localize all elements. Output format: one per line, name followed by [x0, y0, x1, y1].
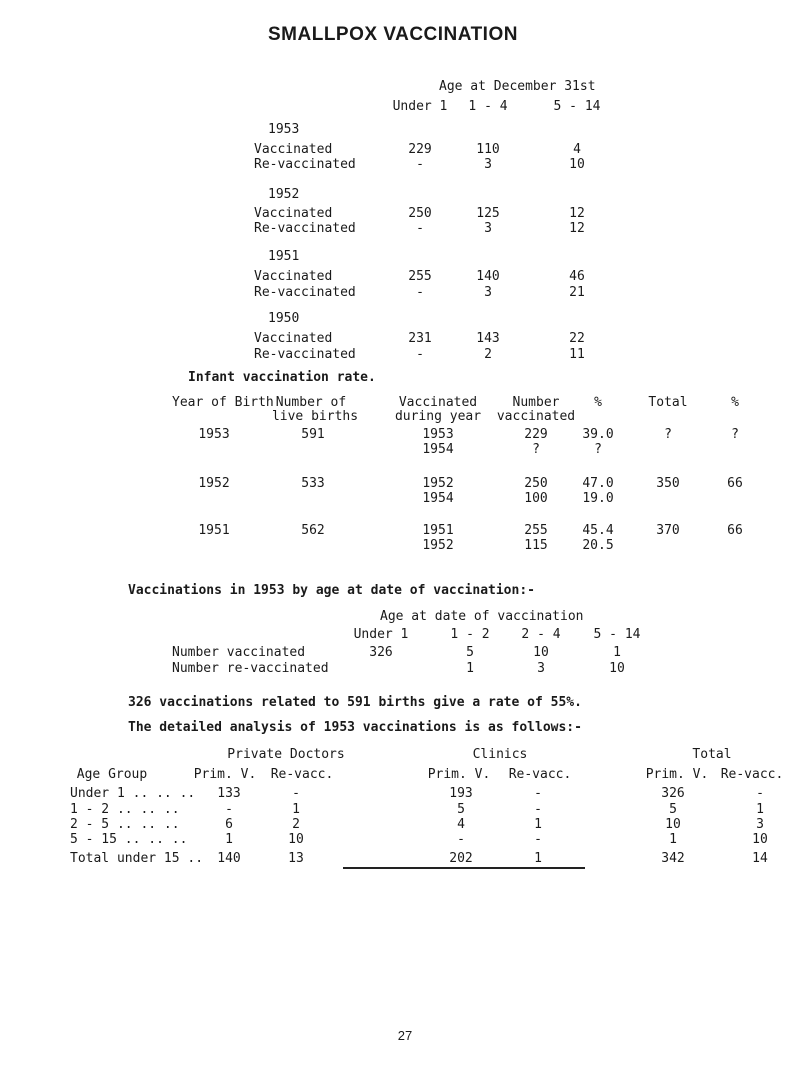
total-row-label: Total under 15 ..	[70, 851, 204, 866]
row-label: 1 - 2 .. .. ..	[70, 802, 180, 817]
header-total: Total	[648, 395, 688, 410]
year-label: 1952	[268, 187, 300, 202]
cell: 1	[225, 832, 233, 847]
row-label: Re-vaccinated	[254, 157, 356, 172]
cell: 1	[534, 817, 542, 832]
percent: 19.0	[582, 491, 614, 506]
cell: 255	[408, 269, 432, 284]
col-header: 1 - 2	[450, 627, 490, 642]
header-vaccinated-2: vaccinated	[496, 409, 576, 424]
header-number: Number	[512, 395, 560, 410]
birth-year: 1953	[198, 427, 230, 442]
total: 350	[656, 476, 680, 491]
cell: 21	[569, 285, 585, 300]
cell: 6	[225, 817, 233, 832]
group-header-clinics: Clinics	[472, 747, 528, 762]
number-vaccinated: ?	[532, 442, 540, 457]
header-total-percent: %	[731, 395, 739, 410]
percent: 47.0	[582, 476, 614, 491]
cell: 3	[484, 221, 492, 236]
number-vaccinated: 100	[524, 491, 548, 506]
sub-header: Prim. V.	[193, 767, 257, 782]
row-label: Re-vaccinated	[254, 285, 356, 300]
sub-header: Re-vacc.	[720, 767, 784, 782]
cell: 10	[288, 832, 304, 847]
header-year-of-birth: Year of Birth	[172, 395, 274, 410]
cell: 11	[569, 347, 585, 362]
header-during-year: during year	[394, 409, 482, 424]
row-label: 2 - 5 .. .. ..	[70, 817, 180, 832]
row-label: Number re-vaccinated	[172, 661, 329, 676]
col-header-1-4: 1 - 4	[468, 99, 508, 114]
cell: 140	[476, 269, 500, 284]
cell: 250	[408, 206, 432, 221]
birth-year: 1952	[198, 476, 230, 491]
cell: -	[292, 786, 300, 801]
cell: 1	[669, 832, 677, 847]
cell: 3	[756, 817, 764, 832]
cell: -	[416, 285, 424, 300]
age-at-vaccination-heading: Vaccinations in 1953 by age at date of vaccination:-	[128, 583, 535, 598]
cell: -	[416, 221, 424, 236]
cell: 231	[408, 331, 432, 346]
number-vaccinated: 229	[524, 427, 548, 442]
sub-header: Re-vacc.	[508, 767, 572, 782]
cell: -	[457, 832, 465, 847]
cell: 2	[484, 347, 492, 362]
cell: -	[534, 802, 542, 817]
cell: 10	[665, 817, 681, 832]
cell: 125	[476, 206, 500, 221]
cell: 133	[217, 786, 241, 801]
age-december-header: Age at December 31st	[439, 79, 596, 94]
year-label: 1951	[268, 249, 300, 264]
header-vaccinated: Vaccinated	[398, 395, 478, 410]
age-at-date-header: Age at date of vaccination	[380, 609, 584, 624]
cell: 326	[369, 645, 393, 660]
cell: -	[225, 802, 233, 817]
cell: 202	[449, 851, 473, 866]
cell: 193	[449, 786, 473, 801]
total-percent: 66	[727, 523, 743, 538]
rate-statement: 326 vaccinations related to 591 births give a rate of 55%.	[128, 695, 582, 710]
total: 370	[656, 523, 680, 538]
during-year: 1951	[422, 523, 454, 538]
live-births: 533	[301, 476, 325, 491]
cell: 140	[217, 851, 241, 866]
birth-year: 1951	[198, 523, 230, 538]
sub-header: Prim. V.	[645, 767, 709, 782]
cell: 110	[476, 142, 500, 157]
number-vaccinated: 115	[524, 538, 548, 553]
number-vaccinated: 255	[524, 523, 548, 538]
col-header: 5 - 14	[593, 627, 641, 642]
cell: -	[416, 347, 424, 362]
percent: 20.5	[582, 538, 614, 553]
cell: 2	[292, 817, 300, 832]
during-year: 1954	[422, 442, 454, 457]
cell: 4	[457, 817, 465, 832]
cell: 3	[537, 661, 545, 676]
cell: 12	[569, 206, 585, 221]
percent: ?	[594, 442, 602, 457]
live-births: 591	[301, 427, 325, 442]
group-header-total: Total	[692, 747, 732, 762]
cell: -	[416, 157, 424, 172]
infant-rate-heading: Infant vaccination rate.	[188, 370, 376, 385]
cell: 229	[408, 142, 432, 157]
cell: 10	[609, 661, 625, 676]
group-header-private-doctors: Private Doctors	[227, 747, 345, 762]
header-live-births: live births	[271, 409, 359, 424]
cell: 1	[756, 802, 764, 817]
page-number: 27	[397, 1028, 413, 1043]
cell: 13	[288, 851, 304, 866]
row-label: Number vaccinated	[172, 645, 306, 660]
cell: -	[534, 832, 542, 847]
cell: 22	[569, 331, 585, 346]
percent: 45.4	[582, 523, 614, 538]
cell: 5	[669, 802, 677, 817]
row-label: Under 1 .. .. ..	[70, 786, 196, 801]
cell: 1	[292, 802, 300, 817]
cell: 5	[466, 645, 474, 660]
row-label: Vaccinated	[254, 206, 333, 221]
during-year: 1953	[422, 427, 454, 442]
col-header: Under 1	[353, 627, 409, 642]
analysis-intro: The detailed analysis of 1953 vaccinations is as follows:-	[128, 720, 582, 735]
cell: 1	[613, 645, 621, 660]
sub-header: Re-vacc.	[270, 767, 334, 782]
section-divider	[343, 867, 585, 869]
row-label: 5 - 15 .. .. ..	[70, 832, 188, 847]
page-title: SMALLPOX VACCINATION	[268, 24, 518, 45]
cell: 143	[476, 331, 500, 346]
row-label: Vaccinated	[254, 331, 333, 346]
row-label: Vaccinated	[254, 142, 333, 157]
cell: 3	[484, 285, 492, 300]
cell: -	[534, 786, 542, 801]
cell: 46	[569, 269, 585, 284]
cell: 1	[534, 851, 542, 866]
year-label: 1950	[268, 311, 300, 326]
row-label: Re-vaccinated	[254, 347, 356, 362]
cell: 342	[661, 851, 685, 866]
cell: 10	[752, 832, 768, 847]
cell: 10	[569, 157, 585, 172]
col-header-5-14: 5 - 14	[553, 99, 601, 114]
sub-header: Prim. V.	[427, 767, 491, 782]
cell: 3	[484, 157, 492, 172]
during-year: 1952	[422, 476, 454, 491]
header-percent: %	[594, 395, 602, 410]
cell: 14	[752, 851, 768, 866]
during-year: 1952	[422, 538, 454, 553]
row-label: Re-vaccinated	[254, 221, 356, 236]
cell: 12	[569, 221, 585, 236]
header-number-of: Number of	[275, 395, 347, 410]
cell: 4	[573, 142, 581, 157]
cell: 10	[533, 645, 549, 660]
number-vaccinated: 250	[524, 476, 548, 491]
row-label: Vaccinated	[254, 269, 333, 284]
col-header: 2 - 4	[521, 627, 561, 642]
total-percent: 66	[727, 476, 743, 491]
cell: 5	[457, 802, 465, 817]
sub-header-age-group: Age Group	[76, 767, 148, 782]
during-year: 1954	[422, 491, 454, 506]
live-births: 562	[301, 523, 325, 538]
total: ?	[664, 427, 672, 442]
percent: 39.0	[582, 427, 614, 442]
cell: -	[756, 786, 764, 801]
total-percent: ?	[731, 427, 739, 442]
col-header-under-1: Under 1	[392, 99, 448, 114]
year-label: 1953	[268, 122, 300, 137]
cell: 326	[661, 786, 685, 801]
cell: 1	[466, 661, 474, 676]
